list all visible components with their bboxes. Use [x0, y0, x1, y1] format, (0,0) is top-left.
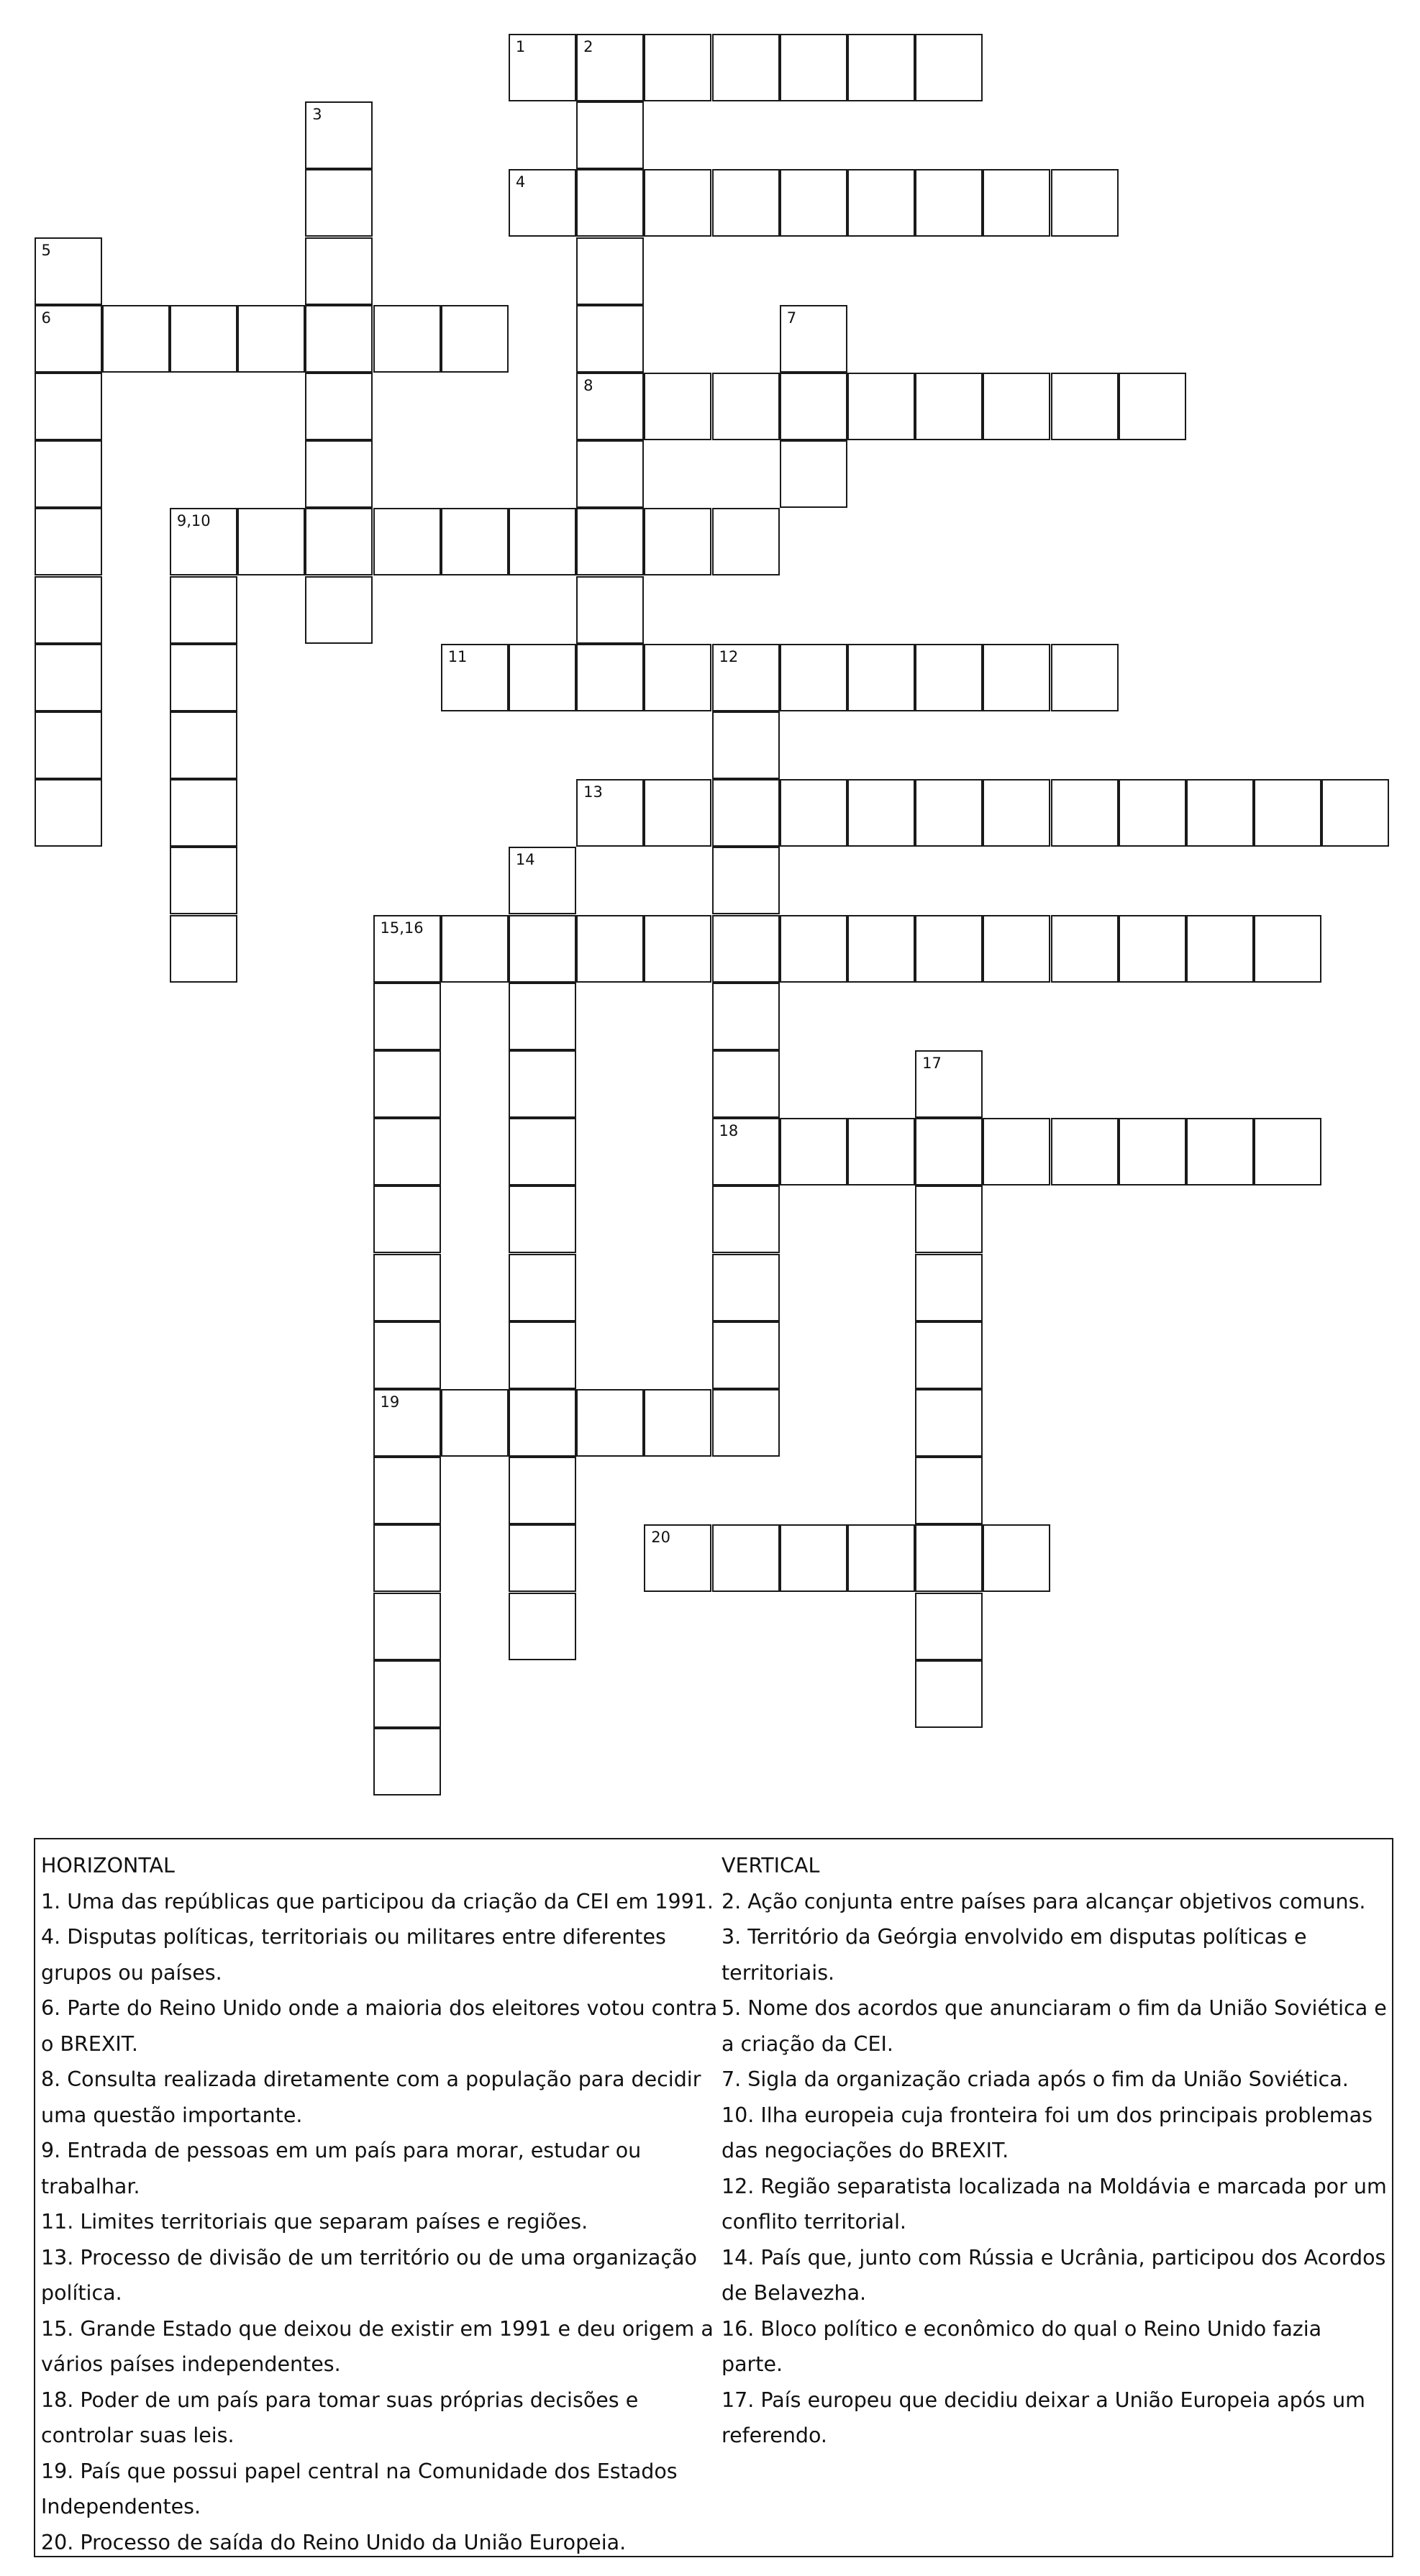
grid-cell[interactable]: [712, 1389, 780, 1457]
grid-cell[interactable]: [847, 779, 915, 847]
grid-cell[interactable]: [509, 1254, 576, 1321]
grid-cell[interactable]: [35, 711, 102, 779]
grid-cell[interactable]: [915, 1321, 983, 1389]
grid-cell[interactable]: [576, 34, 644, 101]
grid-cell[interactable]: [780, 644, 847, 711]
grid-cell[interactable]: [576, 1389, 644, 1457]
grid-cell[interactable]: [373, 1254, 441, 1321]
grid-cell[interactable]: [915, 1118, 983, 1185]
grid-cell[interactable]: [915, 169, 983, 237]
grid-cell[interactable]: [441, 1389, 509, 1457]
grid-cell[interactable]: [441, 508, 509, 575]
grid-cell[interactable]: [780, 34, 847, 101]
grid-cell[interactable]: [915, 1185, 983, 1253]
grid-cell[interactable]: [305, 305, 373, 373]
grid-cell[interactable]: [712, 1118, 780, 1185]
grid-cell[interactable]: [644, 779, 711, 847]
grid-cell[interactable]: [915, 373, 983, 440]
grid-cell[interactable]: [780, 915, 847, 983]
grid-cell[interactable]: [847, 915, 915, 983]
grid-cell[interactable]: [509, 169, 576, 237]
grid-cell[interactable]: [373, 305, 441, 373]
grid-cell[interactable]: [373, 1185, 441, 1253]
grid-cell[interactable]: [1051, 644, 1119, 711]
grid-cell[interactable]: [35, 508, 102, 575]
grid-cell[interactable]: [35, 779, 102, 847]
clue-number: 20: [651, 1529, 671, 1547]
grid-cell[interactable]: [509, 983, 576, 1050]
grid-cell[interactable]: [305, 169, 373, 237]
grid-cell[interactable]: [712, 373, 780, 440]
clue-number: 14: [515, 851, 535, 869]
grid-cell[interactable]: [712, 1185, 780, 1253]
grid-cell[interactable]: [102, 305, 170, 373]
grid-cell[interactable]: [644, 1389, 711, 1457]
grid-cell[interactable]: [509, 1050, 576, 1118]
clue-v2: 2. Ação conjunta entre países para alcançar objetivos comuns.: [722, 1889, 1366, 1913]
grid-cell[interactable]: [780, 779, 847, 847]
grid-cell[interactable]: [915, 34, 983, 101]
grid-cell[interactable]: [1254, 915, 1321, 983]
clues-box: [34, 1838, 1393, 2557]
grid-cell[interactable]: [441, 644, 509, 711]
grid-cell[interactable]: [712, 1321, 780, 1389]
grid-cell[interactable]: [644, 34, 711, 101]
clue-number: 4: [515, 173, 526, 191]
vertical-clues: [722, 1848, 1387, 2454]
grid-cell[interactable]: [576, 305, 644, 373]
grid-cell[interactable]: [915, 1524, 983, 1592]
grid-cell[interactable]: [1186, 779, 1254, 847]
grid-cell[interactable]: [576, 644, 644, 711]
grid-cell[interactable]: [576, 237, 644, 305]
grid-cell[interactable]: [1051, 373, 1119, 440]
grid-cell[interactable]: [170, 711, 237, 779]
grid-cell[interactable]: [509, 1524, 576, 1592]
grid-cell[interactable]: [983, 779, 1050, 847]
vertical-heading: VERTICAL: [722, 1854, 820, 1878]
grid-cell[interactable]: [35, 576, 102, 644]
grid-cell[interactable]: [983, 644, 1050, 711]
grid-cell[interactable]: [644, 169, 711, 237]
grid-cell[interactable]: [373, 1321, 441, 1389]
grid-cell[interactable]: [780, 373, 847, 440]
clue-v10: 10. Ilha europeia cuja fronteira foi um dos principais problemas das negociações do BREXIT.: [722, 2103, 1373, 2162]
grid-cell[interactable]: [576, 779, 644, 847]
clue-v17: 17. País europeu que decidiu deixar a União Europeia após um referendo.: [722, 2388, 1365, 2447]
grid-cell[interactable]: [983, 915, 1050, 983]
grid-cell[interactable]: [373, 1728, 441, 1796]
clue-v14: 14. País que, junto com Rússia e Ucrânia, participou dos Acordos de Belavezha.: [722, 2245, 1386, 2305]
grid-cell[interactable]: [847, 169, 915, 237]
grid-cell[interactable]: [847, 373, 915, 440]
grid-cell[interactable]: [576, 508, 644, 575]
clue-h8: 8. Consulta realizada diretamente com a população para decidir uma questão importante.: [41, 2067, 701, 2127]
grid-cell[interactable]: [915, 779, 983, 847]
clue-v16: 16. Bloco político e econômico do qual o Reino Unido fazia parte.: [722, 2316, 1322, 2376]
grid-cell[interactable]: [305, 373, 373, 440]
grid-cell[interactable]: [1119, 1118, 1186, 1185]
grid-cell[interactable]: [576, 915, 644, 983]
grid-cell[interactable]: [712, 779, 780, 847]
grid-cell[interactable]: [712, 983, 780, 1050]
grid-cell[interactable]: [509, 34, 576, 101]
grid-cell[interactable]: [712, 169, 780, 237]
clue-h20: 20. Processo de saída do Reino Unido da União Europeia.: [41, 2530, 627, 2554]
grid-cell[interactable]: [644, 644, 711, 711]
grid-cell[interactable]: [1119, 373, 1186, 440]
grid-cell[interactable]: [983, 1524, 1050, 1592]
grid-cell[interactable]: [915, 644, 983, 711]
grid-cell[interactable]: [780, 440, 847, 508]
grid-cell[interactable]: [847, 1524, 915, 1592]
grid-cell[interactable]: [1186, 1118, 1254, 1185]
grid-cell[interactable]: [305, 237, 373, 305]
grid-cell[interactable]: [983, 169, 1050, 237]
grid-cell[interactable]: [983, 1118, 1050, 1185]
grid-cell[interactable]: [1321, 779, 1389, 847]
clue-v5: 5. Nome dos acordos que anunciaram o fim da União Soviética e a criação da CEI.: [722, 1996, 1387, 2056]
grid-cell[interactable]: [305, 508, 373, 575]
grid-cell[interactable]: [780, 169, 847, 237]
clue-number: 13: [583, 783, 603, 801]
grid-cell[interactable]: [1186, 915, 1254, 983]
grid-cell[interactable]: [305, 101, 373, 169]
clue-number: 6: [41, 309, 51, 327]
grid-cell[interactable]: [576, 440, 644, 508]
grid-cell[interactable]: [644, 915, 711, 983]
grid-cell[interactable]: [509, 1389, 576, 1457]
clue-h6: 6. Parte do Reino Unido onde a maioria dos eleitores votou contra o BREXIT.: [41, 1996, 718, 2056]
grid-cell[interactable]: [170, 779, 237, 847]
clue-v12: 12. Região separatista localizada na Moldávia e marcada por um conflito territorial.: [722, 2174, 1387, 2234]
horizontal-heading: HORIZONTAL: [41, 1854, 175, 1878]
clue-h11: 11. Limites territoriais que separam países e regiões.: [41, 2210, 588, 2234]
grid-cell[interactable]: [509, 1185, 576, 1253]
grid-cell[interactable]: [170, 915, 237, 983]
grid-cell[interactable]: [1051, 169, 1119, 237]
grid-cell[interactable]: [509, 1457, 576, 1524]
grid-cell[interactable]: [509, 1118, 576, 1185]
grid-cell[interactable]: [576, 576, 644, 644]
grid-cell[interactable]: [780, 305, 847, 373]
grid-cell[interactable]: [915, 1660, 983, 1728]
grid-cell[interactable]: [915, 1389, 983, 1457]
grid-cell[interactable]: [1254, 779, 1321, 847]
grid-cell[interactable]: [373, 1118, 441, 1185]
grid-cell[interactable]: [644, 373, 711, 440]
clue-h15: 15. Grande Estado que deixou de existir em 1991 e deu origem a vários países independentes.: [41, 2316, 714, 2376]
horizontal-clues: [41, 1848, 732, 2560]
grid-cell[interactable]: [509, 1321, 576, 1389]
grid-cell[interactable]: [712, 915, 780, 983]
clue-number: 1: [515, 38, 526, 55]
grid-cell[interactable]: [847, 644, 915, 711]
grid-cell[interactable]: [712, 34, 780, 101]
grid-cell[interactable]: [373, 1524, 441, 1592]
grid-cell[interactable]: [780, 1118, 847, 1185]
grid-cell[interactable]: [1119, 915, 1186, 983]
grid-cell[interactable]: [847, 1118, 915, 1185]
grid-cell[interactable]: [170, 508, 237, 575]
grid-cell[interactable]: [1119, 779, 1186, 847]
clue-h19: 19. País que possui papel central na Comunidade dos Estados Independentes.: [41, 2459, 678, 2518]
grid-cell[interactable]: [305, 576, 373, 644]
clue-h13: 13. Processo de divisão de um território ou de uma organização política.: [41, 2245, 697, 2305]
grid-cell[interactable]: [712, 1524, 780, 1592]
grid-cell[interactable]: [644, 1524, 711, 1592]
clue-number: 9,10: [176, 512, 211, 530]
grid-cell[interactable]: [915, 1254, 983, 1321]
grid-cell[interactable]: [915, 1593, 983, 1660]
grid-cell[interactable]: [170, 305, 237, 373]
grid-cell[interactable]: [509, 644, 576, 711]
grid-cell[interactable]: [170, 644, 237, 711]
clue-number: 18: [719, 1122, 739, 1140]
clue-number: 11: [447, 647, 468, 665]
grid-cell[interactable]: [373, 508, 441, 575]
clue-number: 12: [719, 647, 739, 665]
grid-cell[interactable]: [35, 644, 102, 711]
grid-cell[interactable]: [237, 305, 305, 373]
grid-cell[interactable]: [712, 644, 780, 711]
clue-v7: 7. Sigla da organização criada após o fim da União Soviética.: [722, 2067, 1349, 2091]
clue-number: 2: [583, 38, 593, 55]
clue-number: 8: [583, 377, 593, 394]
grid-cell[interactable]: [983, 373, 1050, 440]
grid-cell[interactable]: [35, 373, 102, 440]
grid-cell[interactable]: [509, 508, 576, 575]
grid-cell[interactable]: [644, 508, 711, 575]
clue-h9: 9. Entrada de pessoas em um país para morar, estudar ou trabalhar.: [41, 2139, 642, 2198]
grid-cell[interactable]: [373, 1389, 441, 1457]
grid-cell[interactable]: [373, 1593, 441, 1660]
grid-cell[interactable]: [576, 373, 644, 440]
grid-cell[interactable]: [847, 34, 915, 101]
clue-v3: 3. Território da Geórgia envolvido em disputas políticas e territoriais.: [722, 1925, 1307, 1985]
grid-cell[interactable]: [509, 915, 576, 983]
grid-cell[interactable]: [915, 1050, 983, 1118]
grid-cell[interactable]: [712, 1254, 780, 1321]
grid-cell[interactable]: [712, 847, 780, 914]
grid-cell[interactable]: [373, 915, 441, 983]
grid-cell[interactable]: [1051, 915, 1119, 983]
grid-cell[interactable]: [915, 915, 983, 983]
grid-cell[interactable]: [237, 508, 305, 575]
grid-cell[interactable]: [373, 983, 441, 1050]
clue-number: 5: [41, 241, 51, 259]
clue-number: 7: [786, 309, 797, 327]
grid-cell[interactable]: [780, 1524, 847, 1592]
grid-cell[interactable]: [35, 237, 102, 305]
grid-cell[interactable]: [373, 1660, 441, 1728]
grid-cell[interactable]: [576, 169, 644, 237]
grid-cell[interactable]: [1051, 779, 1119, 847]
grid-cell[interactable]: [35, 305, 102, 373]
grid-cell[interactable]: [373, 1457, 441, 1524]
grid-cell[interactable]: [170, 576, 237, 644]
grid-cell[interactable]: [305, 440, 373, 508]
grid-cell[interactable]: [712, 508, 780, 575]
grid-cell[interactable]: [170, 847, 237, 914]
clue-number: 3: [312, 106, 322, 124]
grid-cell[interactable]: [915, 1457, 983, 1524]
grid-cell[interactable]: [509, 1593, 576, 1660]
clue-number: 17: [922, 1055, 942, 1072]
clue-h4: 4. Disputas políticas, territoriais ou militares entre diferentes grupos ou países.: [41, 1925, 666, 1985]
clue-number: 19: [380, 1393, 400, 1411]
grid-cell[interactable]: [1051, 1118, 1119, 1185]
grid-cell[interactable]: [1254, 1118, 1321, 1185]
grid-cell[interactable]: [509, 847, 576, 914]
grid-cell[interactable]: [576, 101, 644, 169]
grid-cell[interactable]: [35, 440, 102, 508]
grid-cell[interactable]: [712, 711, 780, 779]
grid-cell[interactable]: [712, 1050, 780, 1118]
grid-cell[interactable]: [441, 915, 509, 983]
grid-cell[interactable]: [441, 305, 509, 373]
grid-cell[interactable]: [373, 1050, 441, 1118]
clue-h1: 1. Uma das repúblicas que participou da criação da CEI em 1991.: [41, 1889, 714, 1913]
clue-h18: 18. Poder de um país para tomar suas próprias decisões e controlar suas leis.: [41, 2388, 639, 2447]
clue-number: 15,16: [380, 919, 424, 937]
